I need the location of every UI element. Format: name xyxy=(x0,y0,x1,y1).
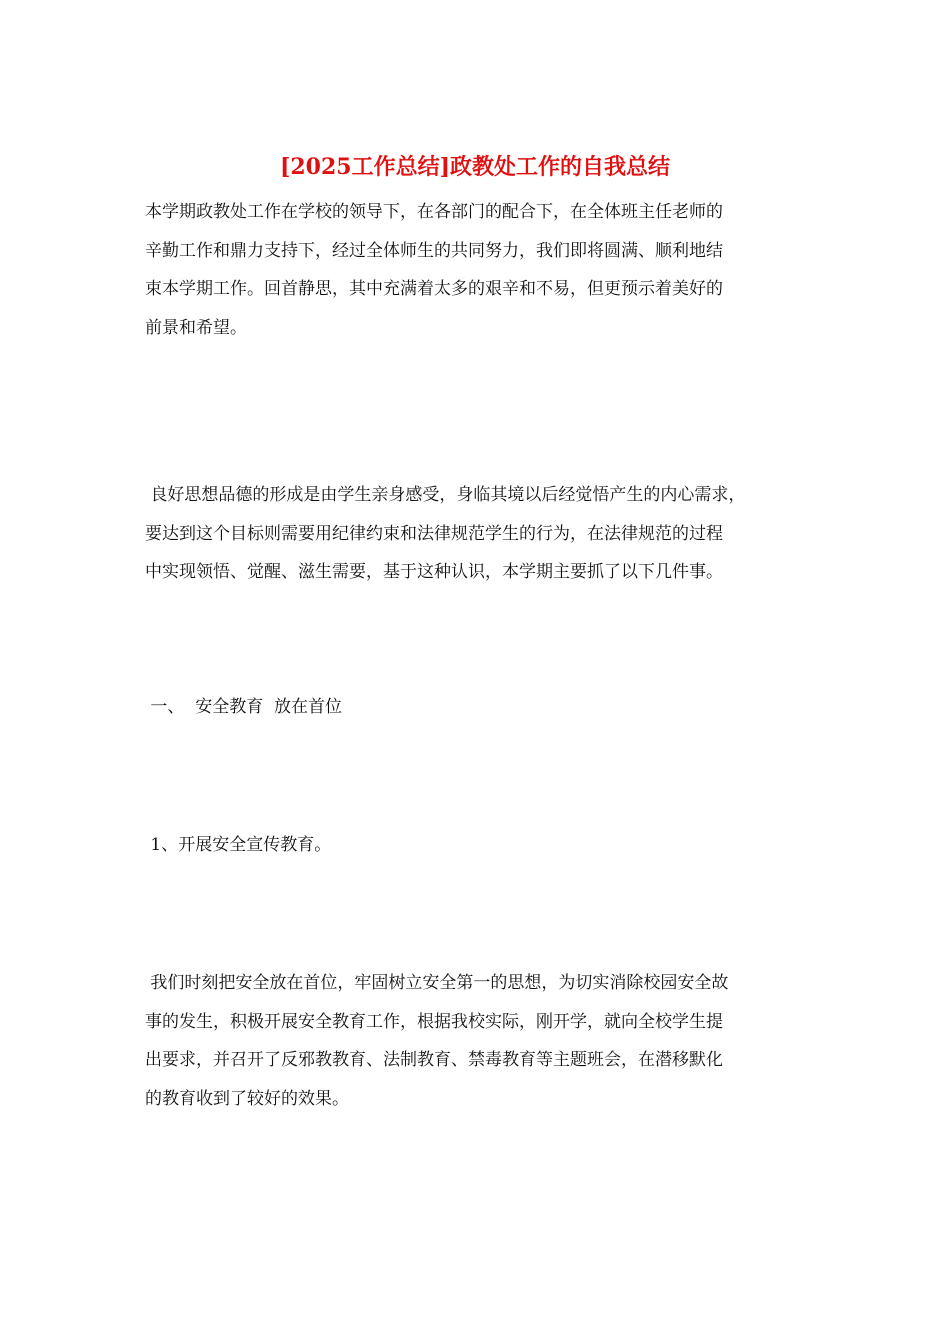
paragraph-line: 辛勤工作和鼎力支持下，经过全体师生的共同努力，我们即将圆满、顺利地结 xyxy=(145,240,723,261)
paragraph-line: 良好思想品德的形成是由学生亲身感受，身临其境以后经觉悟产生的内心需求， xyxy=(145,485,746,505)
paragraph-line: 出要求，并召开了反邪教教育、法制教育、禁毒教育等主题班会，在潜移默化 xyxy=(145,1050,723,1070)
document-title: [2025工作总结]政教处工作的自我总结 xyxy=(279,154,671,180)
paragraph-line: 要达到这个目标则需要用纪律约束和法律规范学生的行为，在法律规范的过程 xyxy=(145,523,723,544)
paragraph-safety-work xyxy=(145,964,728,1118)
paragraph-line: 前景和希望。 xyxy=(145,317,247,338)
paragraph-line: 我们时刻把安全放在首位，牢固树立安全第一的思想，为切实消除校园安全故 xyxy=(145,973,729,993)
paragraph-line: 束本学期工作。回首静思，其中充满着太多的艰辛和不易，但更预示着美好的 xyxy=(145,279,723,299)
paragraph-line: 的教育收到了较好的效果。 xyxy=(145,1088,349,1109)
paragraph-intro xyxy=(145,193,723,347)
paragraph-moral-education xyxy=(145,476,745,592)
subsection-heading-line: 1、开展安全宣传教育。 xyxy=(145,835,332,855)
subsection-heading-safety-publicity xyxy=(145,826,331,865)
paragraph-line: 中实现领悟、觉醒、滋生需要，基于这种认识，本学期主要抓了以下几件事。 xyxy=(145,562,723,582)
section-heading-safety xyxy=(145,688,342,727)
paragraph-line: 事的发生，积极开展安全教育工作，根据我校实际，刚开学，就向全校学生提 xyxy=(145,1011,723,1032)
section-heading-line: 一、 安全教育 放在首位 xyxy=(145,697,343,717)
paragraph-line: 本学期政教处工作在学校的领导下，在各部门的配合下，在全体班主任老师的 xyxy=(145,202,723,222)
